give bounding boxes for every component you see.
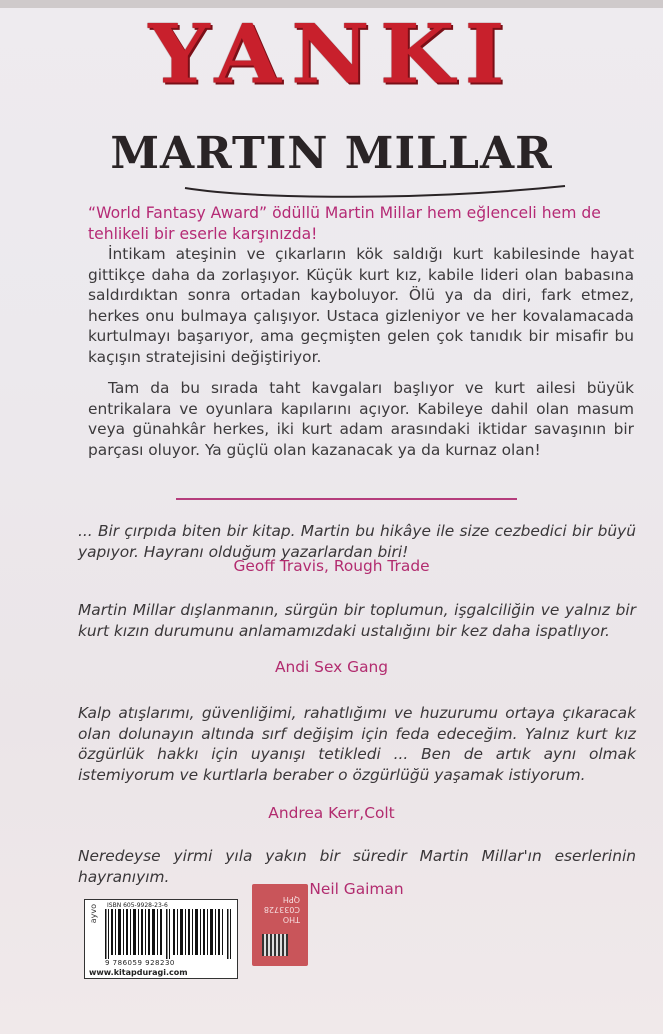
publisher-website: www.kitapduragi.com (89, 968, 188, 977)
review-source: Neil Gaiman (309, 880, 404, 898)
review-quote: Neredeyse yirmi yıla yakın bir süredir Martin Millar'ın eserlerinin hayranıyım. (78, 847, 636, 886)
barcode-digits: 9 786059 928230 (105, 959, 175, 967)
author-swash-ornament (180, 184, 570, 204)
price-sticker (252, 884, 308, 966)
review-source: Geoff Travis, Rough Trade (233, 557, 430, 575)
barcode-bars (105, 909, 233, 959)
section-divider (176, 498, 517, 500)
publisher-logo: ayvo (89, 904, 98, 924)
review-source: Andi Sex Gang (274, 658, 389, 676)
review-quote: ... Bir çırpıda biten bir kitap. Martin bu hikâye ile size cezbedici bir büyü yapıyor. Hayranı olduğum yazarlardan biri! (78, 522, 636, 561)
review-source: Andrea Kerr,Colt (268, 804, 395, 822)
sticker-code: THO C033728 QPH (263, 895, 300, 924)
synopsis-paragraph: İntikam ateşinin ve çıkarların kök saldığı kurt kabilesinde hayat gittikçe daha da zorlaşıyor. Küçük kurt kız, kabile lideri olan babasına saldırdıktan sonra ortadan kayboluyor. Ölü ya da diri, fark etmez, herkes onu bulmaya çalışıyor. Ustaca gizleniyor ve her kovalamacada kurtulmayı başarıyor, ama geçmişten gelen çok tanıdık bir misafir bu kaçışın stratejisini değiştiriyor. (88, 245, 634, 366)
review-quote: Martin Millar dışlanmanın, sürgün bir toplumun, işgalciliğin ve yalnız bir kurt kızın durumunu anlamamızdaki ustalığını bir kez daha ispatlıyor. (78, 601, 636, 640)
synopsis-paragraph: Tam da bu sırada taht kavgaları başlıyor ve kurt ailesi büyük entrikalara ve oyunlara kapılarını açıyor. Kabileye dahil olan masum veya günahkâr herkes, iki kurt adam arasındaki iktidar savaşının bir parçası oluyor. Ya güçlü olan kazanacak ya da kurnaz olan! (88, 379, 634, 459)
book-author: MARTIN MILLAR (110, 128, 553, 179)
book-title: YANKI (148, 6, 515, 103)
isbn-barcode (84, 899, 238, 979)
tagline: “World Fantasy Award” ödüllü Martin Millar hem eğlenceli hem de tehlikeli bir eserle karşınızda! (88, 204, 601, 243)
isbn-label: ISBN 605-9928-23-6 (107, 902, 168, 909)
review-quote: Kalp atışlarımı, güvenliğimi, rahatlığımı ve huzurumu ortaya çıkaracak olan dolunayın altında sırf değişim için feda edeceğim. Yalnız kurt kız özgürlük hakkı için uyanışı tetikledi ... Ben de artık aynı olmak istemiyorum ve kurtlarla beraber o özgürlüğü yaşamak istiyorum. (78, 704, 636, 784)
qr-code-icon (262, 934, 288, 956)
